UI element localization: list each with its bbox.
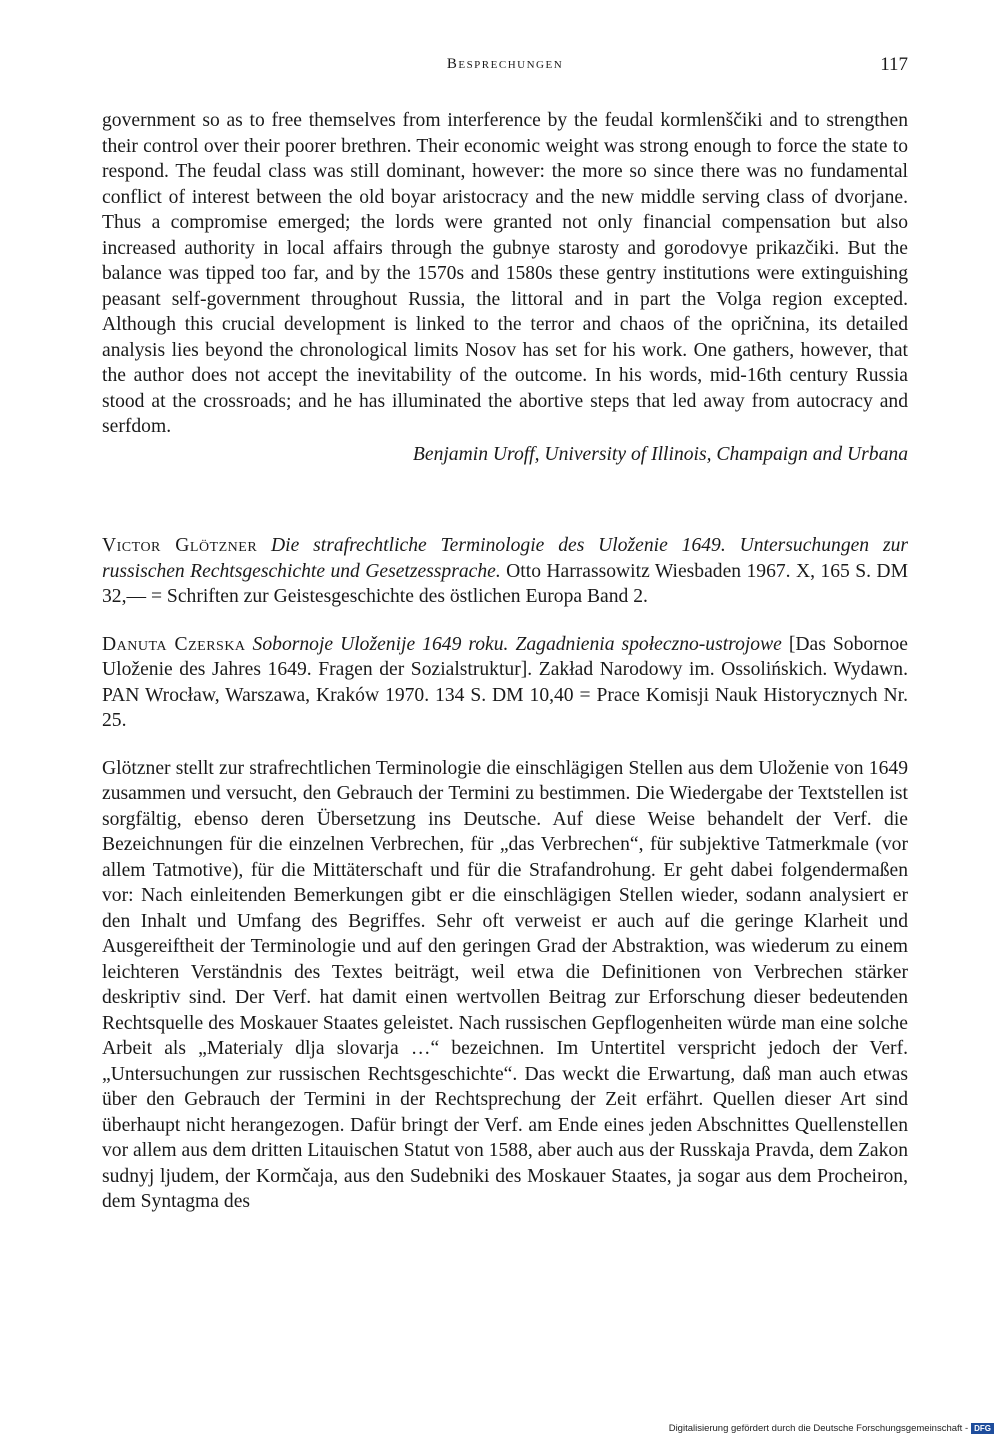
footer-note: Digitalisierung gefördert durch die Deutsche Forschungsgemeinschaft - <box>668 1423 969 1434</box>
review-paragraph-german: Glötzner stellt zur strafrechtlichen Terminologie die einschlägigen Stellen aus dem Uloženie von 1649 zusammen und versucht, den Gebrauch der Termini zu bestimmen. Die Wiedergabe der Textstellen ist sorgfältig, ebenso deren Übersetzung ins Deutsche. Auf diese Weise behandelt der Verf. die Bezeichnungen für die einzelnen Verbrechen, für „das Verbrechen“, für subjektive Tatmerkmale (vor allem Tatmotive), für die Mittäterschaft und für die Strafandrohung. Er geht dabei folgendermaßen vor: Nach einleitenden Bemerkungen gibt er die einschlägigen Stellen wieder, sodann analysiert er den Inhalt und Umfang des Begriffes. Sehr oft verweist er auch auf die geringe Klarheit und Ausgereiftheit der Terminologie und auf den geringen Grad der Abstraktion, was wiederum zu einem leichteren Verständnis des Textes beiträgt, weil etwa die Definitionen von Verbrechen stärker deskriptiv sind. Der Verf. hat damit einen wertvollen Beitrag zur Erforschung dieser bedeutenden Rechtsquelle des Moskauer Staates geleistet. Nach russischen Gepflogenheiten würde man eine solche Arbeit als „Materialy dlja slovarja …“ bezeichnen. Im Untertitel verspricht jedoch der Verf. „Untersuchungen zur russischen Rechtsgeschichte“. Das weckt die Erwartung, daß man auch etwas über den Gebrauch der Termini in der Rechtsprechung der Zeit erfährt. Quellen dieser Art sind überhaupt nicht herangezogen. Dafür bringt der Verf. am Ende eines jeden Abschnittes Quellenstellen vor allem aus dem dritten Litauischen Statut von 1588, aber auch aus der Russkaja Pravda, dem Zakon sudnyj ljudem, der Kormčaja, aus den Sudebniki des Moskauer Staates, ja sogar aus dem Procheiron, dem Syntagma des <box>102 757 908 1212</box>
bib-author: Victor Glötzner <box>102 535 258 556</box>
digitization-footer <box>669 1423 994 1434</box>
bib-details: Otto Harrassowitz Wiesbaden 1967. X, 165 S. DM 32,— = Schriften zur Geistesgeschichte des östlichen Europa Band 2. <box>102 560 908 607</box>
dfg-logo: DFG <box>971 1423 994 1434</box>
running-title: Besprechungen <box>446 56 564 72</box>
bib-author: Danuta Czerska <box>102 633 246 655</box>
bibliographic-entry-czerska <box>102 632 908 734</box>
page-number: 117 <box>880 54 908 75</box>
page-header <box>102 56 908 84</box>
bib-title: Die strafrechtliche Terminologie des Uloženie 1649. Untersuchungen zur russischen Rechtsgeschichte und Gesetzessprache. <box>102 535 909 582</box>
reviewer-signature: Benjamin Uroff, University of Illinois, Champaign and Urbana <box>412 443 908 465</box>
bib-title: Sobornoje Uloženije 1649 roku. Zagadnienia społeczno-ustrojowe <box>252 633 782 655</box>
bibliographic-entry-glotzner <box>102 533 908 610</box>
review-paragraph-english: government so as to free themselves from interference by the feudal kormlenščiki and to strengthen their control over their poorer brethren. Their economic weight was strong enough to force the state to respond. The feudal class was still dominant, however: the more so since there was no fundamental conflict of interest between the old boyar aristocracy and the new middle serving class of dvorjane. Thus a compromise emerged; the lords were granted not only financial compensation but also increased authority in local affairs through the gubnye starosty and gorodovye prikazčiki. But the balance was tipped too far, and by the 1570s and 1580s these gentry institutions were extinguishing peasant self-government throughout Russia, the littoral and in part the Volga region excepted. Although this crucial development is linked to the terror and chaos of the opričnina, its detailed analysis lies beyond the chronological limits Nosov has set for his work. One gathers, however, that the author does not accept the inevitability of the outcome. In his words, mid-16th century Russia stood at the crossroads; and he has illuminated the abortive steps that led away from autocracy and serfdom. <box>102 110 908 437</box>
bib-details: [Das Sobornoe Uloženie des Jahres 1649. Fragen der Sozialstruktur]. Zakład Narodowy im. Ossolińskich. Wydawn. PAN Wrocław, Warszawa, Kraków 1970. 134 S. DM 10,40 = Prace Komisji Nauk Historycznych Nr. 25. <box>102 633 908 731</box>
page-body <box>102 108 908 1215</box>
